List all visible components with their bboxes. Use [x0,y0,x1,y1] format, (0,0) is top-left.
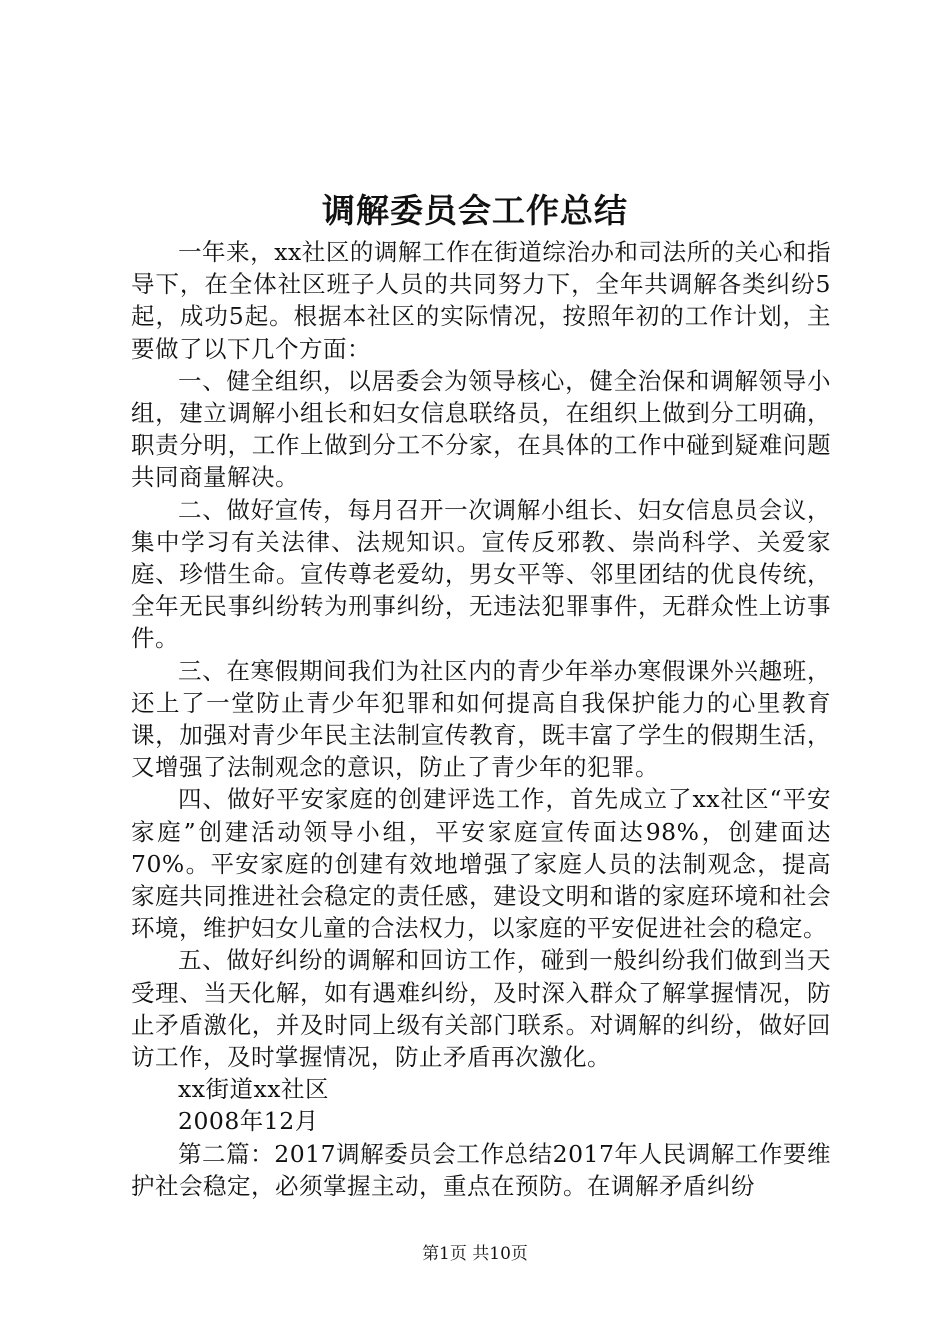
paragraph-section-1: 一、健全组织，以居委会为领导核心，健全治保和调解领导小组，建立调解小组长和妇女信息联络员，在组织上做到分工明确，职责分明，工作上做到分工不分家，在具体的工作中碰到疑难问题共同商量解决。 [131,366,831,492]
paragraph-section-4: 四、做好平安家庭的创建评选工作，首先成立了xx社区“平安家庭”创建活动领导小组，平安家庭宣传面达98%，创建面达70%。平安家庭的创建有效地增强了家庭人员的法制观念，提高家庭共同推进社会稳定的责任感，建设文明和谐的家庭环境和社会环境，维护妇女儿童的合法权力，以家庭的平安促进社会的稳定。 [131,785,831,943]
document-title: 调解委员会工作总结 [322,191,628,230]
paragraph-section-3: 三、在寒假期间我们为社区内的青少年举办寒假课外兴趣班，还上了一堂防止青少年犯罪和如何提高自我保护能力的心里教育课，加强对青少年民主法制宣传教育，既丰富了学生的假期生活，又增强了法制观念的意识，防止了青少年的犯罪。 [131,656,831,782]
paragraph-next-section: 第二篇：2017调解委员会工作总结2017年人民调解工作要维护社会稳定，必须掌握主动，重点在预防。在调解矛盾纠纷 [131,1139,831,1200]
signature-line: xx街道xx社区 [178,1075,330,1104]
page-number-footer: 第1页 共10页 [422,1244,528,1264]
document-body [131,236,831,1202]
date-line: 2008年12月 [178,1107,319,1136]
paragraph-intro: 一年来，xx社区的调解工作在街道综治办和司法所的关心和指导下，在全体社区班子人员的共同努力下，全年共调解各类纠纷5起，成功5起。根据本社区的实际情况，按照年初的工作计划，主要做了以下几个方面： [131,238,831,363]
paragraph-section-5: 五、做好纠纷的调解和回访工作，碰到一般纠纷我们做到当天受理、当天化解，如有遇难纠纷，及时深入群众了解掌握情况，防止矛盾激化，并及时同上级有关部门联系。对调解的纠纷，做好回访工作，及时掌握情况，防止矛盾再次激化。 [131,946,831,1072]
paragraph-section-2: 二、做好宣传，每月召开一次调解小组长、妇女信息员会议，集中学习有关法律、法规知识。宣传反邪教、崇尚科学、关爱家庭、珍惜生命。宣传尊老爱幼，男女平等、邻里团结的优良传统，全年无民事纠纷转为刑事纠纷，无违法犯罪事件，无群众性上访事件。 [131,495,831,653]
